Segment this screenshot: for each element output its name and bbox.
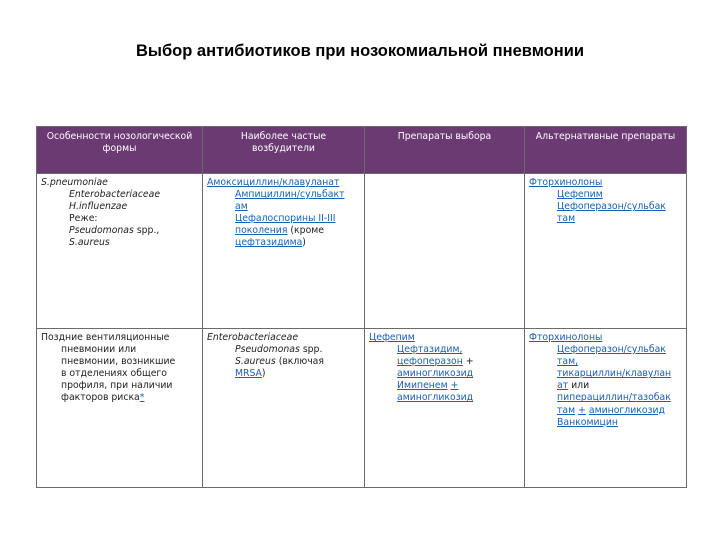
drug-link[interactable]: поколения	[235, 225, 288, 237]
text-line: факторов риска	[61, 392, 140, 404]
drug-link[interactable]: ам	[235, 201, 248, 213]
drug-link[interactable]: Фторхинолоны	[529, 177, 603, 188]
drug-link[interactable]: аминогликозид	[397, 392, 474, 404]
plus-link[interactable]: +	[578, 404, 586, 416]
header-cell-alternative: Альтернативные препараты	[525, 127, 687, 174]
drug-link[interactable]: цефтазидима	[235, 237, 303, 249]
drug-link[interactable]: аминогликозид	[588, 404, 665, 416]
drug-link[interactable]: Цефоперазон/сульбак	[557, 344, 666, 356]
text-line: (кроме	[290, 225, 324, 237]
cell-pathogens	[203, 329, 365, 488]
drug-link[interactable]: ат	[557, 380, 569, 392]
text-line: или	[571, 380, 590, 392]
drug-link[interactable]: Фторхинолоны	[529, 332, 603, 343]
footnote-link[interactable]: *	[139, 392, 145, 404]
text-line: spp.,	[136, 225, 160, 237]
drug-link[interactable]: Цефтазидим,	[397, 344, 463, 356]
mrsa-link[interactable]: MRSA	[235, 368, 262, 380]
text-line: пневмонии или	[61, 344, 137, 356]
drug-link[interactable]: Ванкомицин	[557, 416, 618, 428]
pathogen-name: S.aureus	[235, 356, 276, 368]
table-row	[37, 174, 687, 329]
drug-link[interactable]: Амоксициллин/клавуланат	[207, 177, 340, 188]
pathogen-name: Pseudomonas	[69, 225, 134, 237]
header-row	[37, 127, 687, 174]
drug-link[interactable]: Цефепим	[369, 332, 415, 343]
cell-choice-empty	[365, 174, 525, 329]
pathogen-name: Enterobacteriaceae	[207, 332, 299, 343]
pathogen-name: H.influenzae	[69, 201, 128, 213]
table-row	[37, 329, 687, 488]
pathogen-name: S.aureus	[69, 237, 110, 249]
text-line: в отделениях общего	[61, 368, 167, 380]
header-cell-choice: Препараты выбора	[365, 127, 525, 174]
drug-link[interactable]: Имипенем	[397, 380, 448, 392]
cell-form	[37, 174, 203, 329]
text-line: )	[302, 237, 306, 249]
drug-link[interactable]: цефоперазон	[397, 356, 463, 368]
cell-alternative	[525, 329, 687, 488]
page-title: Выбор антибиотиков при нозокомиальной пневмонии	[135, 42, 585, 60]
header-cell-pathogens: Наиболее частые возбудители	[203, 127, 365, 174]
antibiotics-table	[36, 126, 687, 488]
drug-link[interactable]: аминогликозид	[397, 368, 474, 380]
text-line: spp.	[302, 344, 323, 356]
text-line: Реже:	[69, 213, 98, 225]
text-line: (включая	[278, 356, 324, 368]
drug-link[interactable]: там	[557, 213, 576, 225]
text-line: +	[465, 356, 474, 368]
text-line: пневмонии, возникшие	[61, 356, 176, 368]
drug-link[interactable]: Цефалоспорины II-III	[235, 213, 336, 225]
cell-pathogens	[203, 174, 365, 329]
header-cell-form: Особенности нозологической формы	[37, 127, 203, 174]
pathogen-name: Enterobacteriaceae	[69, 189, 161, 201]
drug-link[interactable]: там	[557, 404, 576, 416]
cell-choice	[365, 329, 525, 488]
drug-link[interactable]: пиперациллин/тазобак	[557, 392, 671, 404]
drug-link[interactable]: там,	[557, 356, 579, 368]
text-line: Поздние вентиляционные	[41, 332, 170, 343]
text-line: профиля, при наличии	[61, 380, 173, 392]
plus-link[interactable]: +	[450, 380, 459, 392]
pathogen-name: S.pneumoniae	[41, 177, 108, 188]
drug-link[interactable]: Ампициллин/сульбакт	[235, 189, 345, 201]
drug-link[interactable]: Цефоперазон/сульбак	[557, 201, 666, 213]
cell-alternative	[525, 174, 687, 329]
cell-form	[37, 329, 203, 488]
text-line: )	[261, 368, 266, 380]
pathogen-name: Pseudomonas	[235, 344, 300, 356]
drug-link[interactable]: Цефепим	[557, 189, 603, 201]
drug-link[interactable]: тикарциллин/клавулан	[557, 368, 672, 380]
